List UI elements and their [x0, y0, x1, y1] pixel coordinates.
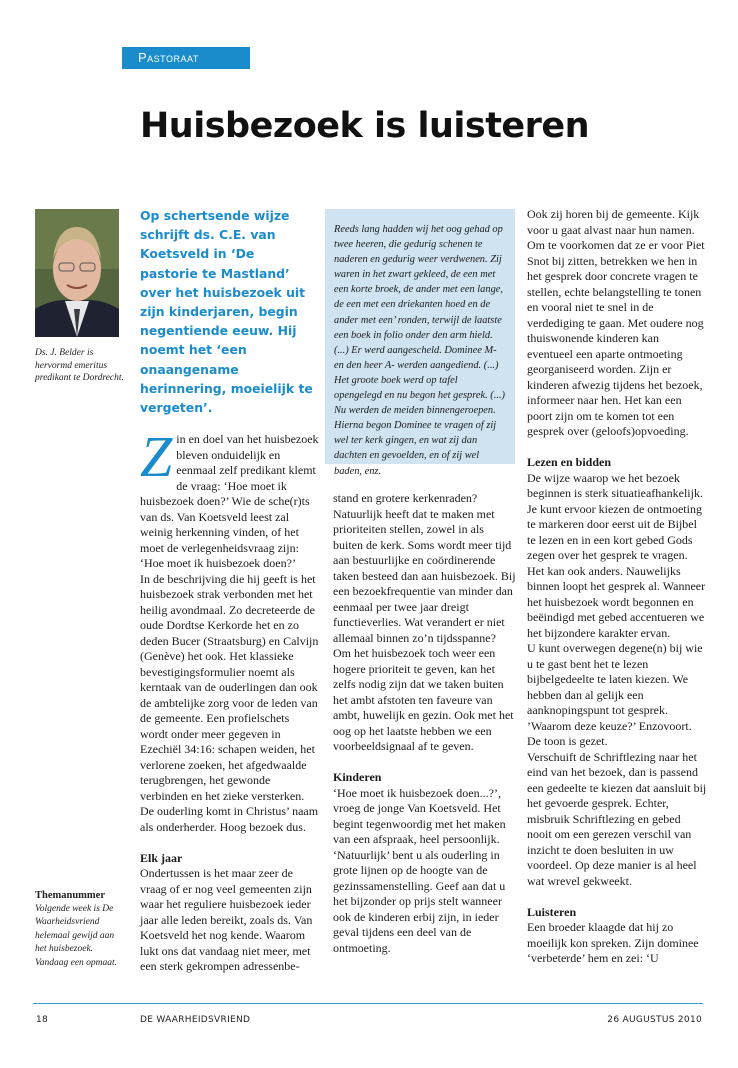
subheading-luisteren: Luisteren	[527, 904, 577, 919]
drop-cap: Z	[140, 424, 173, 489]
theme-issue-note	[35, 889, 127, 970]
article-title: Huisbezoek is luisteren	[140, 106, 590, 146]
quote-box	[325, 209, 515, 477]
paragraph: De wijze waarop we het bezoek beginnen is sterk situatieafhankelijk. Je kunt ervoor kiezen de ontmoeting te markeren door eerst uit de Bijbel te lezen en in een kort gebed Gods zegen over het gesprek te vragen. Het kan ook anders. Nauwelijks binnen loopt het gesprek al. Wanneer het huisbezoek wordt begonnen en beëindigd met gebed accentueren we het bijzondere karakter ervan.	[527, 470, 706, 640]
publication-name: DE WAARHEIDSVRIEND	[140, 1015, 251, 1025]
paragraph: Ondertussen is het maar zeer de vraag of er nog veel gemeenten zijn waar het reguliere huisbezoek ieder jaar alle leden bereikt, zoals ds. Van Koetsveld het nog kende. Waarom lukt ons dat vandaag niet meer, met een sterk gekrompen adressenbe-	[140, 866, 313, 973]
paragraph: stand en grotere kerkenraden? Natuurlijk heeft dat te maken met prioriteiten stellen, zowel in als buiten de kerk. Soms wordt meer tijd aan bestuurlijke en coördinerende taken besteed dan aan huisbezoek. Bij een bezoekfrequentie van minder dan eenmaal per twee jaar dreigt functieverlies. Wat verandert er niet allemaal binnen zo’n tijdsspanne?	[333, 491, 516, 645]
paragraph: Om het huisbezoek toch weer een hogere prioriteit te geven, kan het zelfs nodig zijn dat we taken buiten het ambt afstoten ten faveure van ambt, huwelijk en gezin. Ook met het oog op het laatste hebben we een voorbeeldsignaal af te geven.	[333, 646, 514, 753]
paragraph: In de beschrijving die hij geeft is het huisbezoek strak verbonden met het heilig avondmaal. Zo decreteerde de oude Dordtse Kerkorde het en zo deden Bucer (Straatsburg) en Calvijn (Genève) het ook. Het klassieke bevestigingsformulier noemt als kerntaak van de ouderlingen dan ook de ambtelijke zorg voor de leden van de gemeente. Een profielschets wordt onder meer gegeven in Ezechiël 34:16: schapen weiden, het verlorene zoeken, het afgedwaalde terugbrengen, het gewonde verbinden en het zieke versterken. De ouderling komt in Christus’ naam als onderherder. Hoog bezoek dus.	[140, 571, 319, 834]
column-1	[140, 424, 320, 975]
subheading-elk-jaar: Elk jaar	[140, 850, 183, 865]
page-number: 18	[36, 1015, 49, 1025]
section-label: Pastoraat	[122, 47, 250, 69]
note-body: Volgende week is De Waarheidsvriend helemaal gewijd aan het huisbezoek. Vandaag een opmaat.	[35, 903, 118, 968]
paragraph: U kunt overwegen degene(n) bij wie u te gast bent het te lezen bijbelgedeelte te laten kiezen. We hebben dan al gelijk een aanknopingspunt tot gesprek. ’Waarom deze keuze?’ Enzovoort. De toon is gezet.	[527, 641, 703, 748]
column-2	[333, 491, 516, 956]
subheading-kinderen: Kinderen	[333, 770, 382, 784]
issue-date: 26 AUGUSTUS 2010	[607, 1015, 702, 1025]
quote-text: Reeds lang hadden wij het oog gehad op twee heeren, die gedurig schenen te naderen en gedurig weer verdwenen. Zij waren in het zwart gekleed, de een met een korte broek, de ander met een lange, de een met een driekanten hoed en de ander met een’ ronden, terwijl de laatste een boek in folio onder den arm hield. (...) Er werd aangescheld. Dominee M- en den heer A- werden aangediend. (...) Het groote boek werd op tafel opengelegd en nu begon het gesprek. (...) Nu werden de meiden binnengeroepen. Hierna begon Dominee te vragen of zij wel ter kerk gingen, en wat zij dan dachten en gevoelden, en of zij wel baden, enz.	[334, 224, 506, 477]
portrait-photo-icon	[35, 209, 119, 337]
note-heading: Themanummer	[35, 890, 105, 901]
article-intro: Op schertsende wijze schrijft ds. C.E. van Koetsveld in ‘De pastorie te Mastland’ over het huisbezoek uit zijn kinderjaren, begin negentiende eeuw. Hij noemt het ‘een onaangename herinnering, moeielijk te vergeten’.	[140, 208, 313, 416]
author-photo	[35, 209, 119, 337]
paragraph: Een broeder klaagde dat hij zo moeilijk kon spreken. Zijn dominee ‘verbeterde’ hem en zei: ‘U	[527, 920, 699, 965]
paragraph: Ook zij horen bij de gemeente. Kijk voor u gaat alvast naar hun namen. Om te voorkomen dat ze er voor Piet Snot bij zitten, betrekken we hen in het gesprek door concrete vragen te stellen, echte belangstelling te tonen en vooral niet te snel in de verdediging te gaan. Met oudere nog thuiswonende kinderen kan eventueel een aparte ontmoeting georganiseerd worden. Zijn er kinderen afwezig tijdens het bezoek, informeer naar hen. Het kan een poort zijn om te komen tot een gesprek over (geloofs)opvoeding.	[527, 207, 705, 438]
column-3	[527, 207, 707, 967]
paragraph: Verschuift de Schriftlezing naar het eind van het bezoek, dan is passend een gedeelte te kiezen dat aansluit bij het gevoerde gesprek. Echter, misbruik Schriftlezing en gebed nooit om een gerezen verschil van inzicht te doen besluiten in uw voordeel. Op deze manier is al heel wat wrevel gekweekt.	[527, 749, 707, 888]
footer-rule	[33, 1003, 703, 1004]
subheading-lezen-en-bidden: Lezen en bidden	[527, 455, 612, 469]
author-caption: Ds. J. Belder is hervormd emeritus predikant te Dordrecht.	[35, 348, 124, 383]
paragraph: ‘Hoe moet ik huisbezoek doen...?’, vroeg de jonge Van Koetsveld. Het begint tegenwoordig met het maken van een afspraak, heel persoonlijk. ‘Natuurlijk’ bent u als ouderling in grote lijnen op de hoogte van de gezinssamenstelling. Geef aan dat u het bijzonder op prijs stelt wanneer ook de kinderen erbij zijn, in ieder geval tijdens een deel van de ontmoeting.	[333, 785, 506, 955]
paragraph: in en doel van het huisbezoek bleven onduidelijk en eenmaal zelf predikant klemt de vraag: ‘Hoe moet ik huisbezoek doen?’ Wie de sche(r)ts van ds. Van Koetsveld leest zal weinig herkenning vinden, of het moet de verlegenheidsvraag zijn: ‘Hoe moet ik huisbezoek doen?’	[140, 432, 319, 570]
